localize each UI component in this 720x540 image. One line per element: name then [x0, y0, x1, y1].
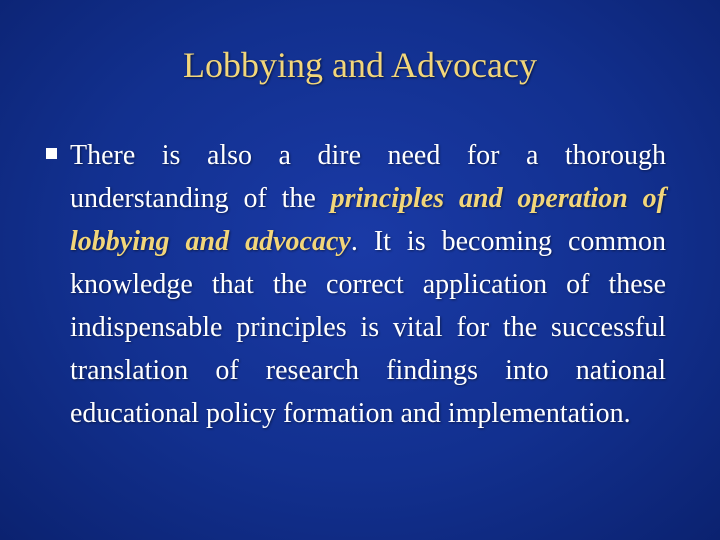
emphasis-principles: principles — [330, 183, 445, 214]
square-bullet-icon — [46, 148, 57, 159]
emphasis-operation-of-lobbying: operation of lobbying — [70, 183, 667, 257]
bullet-text-part-4: . It is becoming common knowledge that the correct application of these indispensable principles is vital for the successful translation of research findings into national educational policy formation and implementation. — [70, 226, 666, 429]
bullet-text-part-3: and — [169, 226, 246, 257]
bullet-paragraph — [70, 134, 666, 435]
slide-title: Lobbying and Advocacy — [183, 45, 537, 85]
bullet-text-part-1: There is also a dire need for a thorough understanding of the — [70, 140, 666, 214]
bullet-text-part-2: and — [444, 183, 518, 214]
emphasis-advocacy: advocacy — [245, 226, 351, 257]
